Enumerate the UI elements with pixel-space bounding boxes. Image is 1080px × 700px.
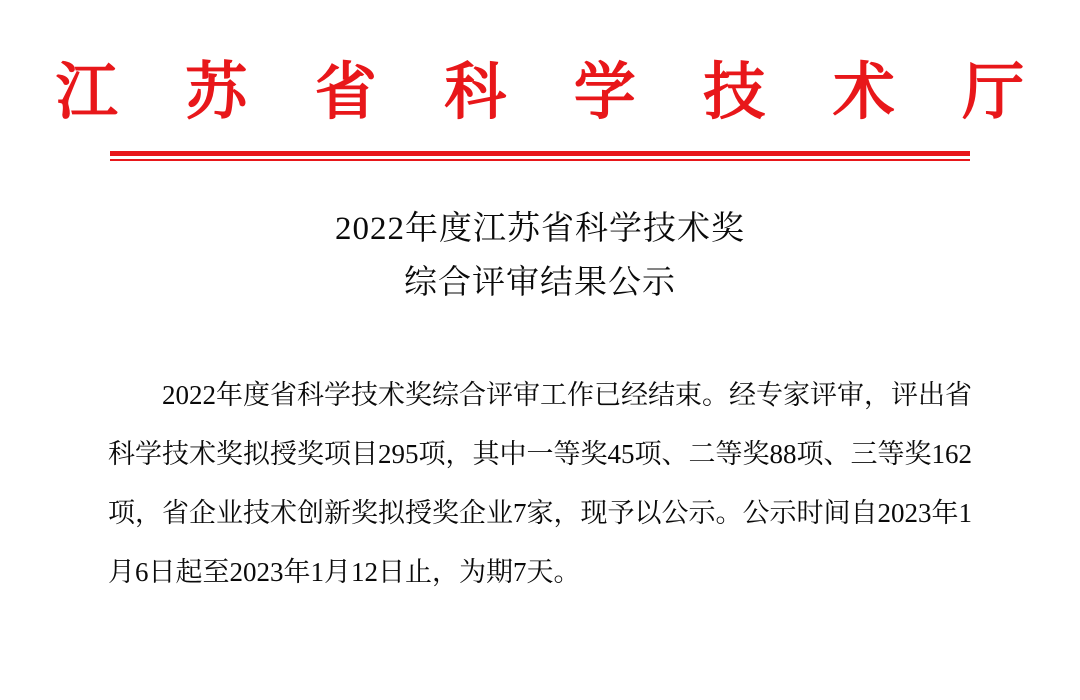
document-body xyxy=(108,366,972,601)
body-paragraph: 2022年度省科学技术奖综合评审工作已经结束。经专家评审，评出省科学技术奖拟授奖项目295项，其中一等奖45项、二等奖88项、三等奖162项，省企业技术创新奖拟授奖企业7家，现予以公示。公示时间自2023年1月6日起至2023年1月12日止，为期7天。 xyxy=(108,380,972,587)
page-title-line-2: 综合评审结果公示 xyxy=(404,264,676,301)
letterhead-rule xyxy=(0,151,1080,161)
letterhead-rule-thin xyxy=(110,159,970,161)
page-title-line-1: 2022年度江苏省科学技术奖 xyxy=(335,211,745,248)
issuing-organization-title: 江 苏 省 科 学 技 术 厅 xyxy=(55,59,1051,127)
page-title xyxy=(0,203,1080,310)
letterhead xyxy=(0,0,1080,161)
